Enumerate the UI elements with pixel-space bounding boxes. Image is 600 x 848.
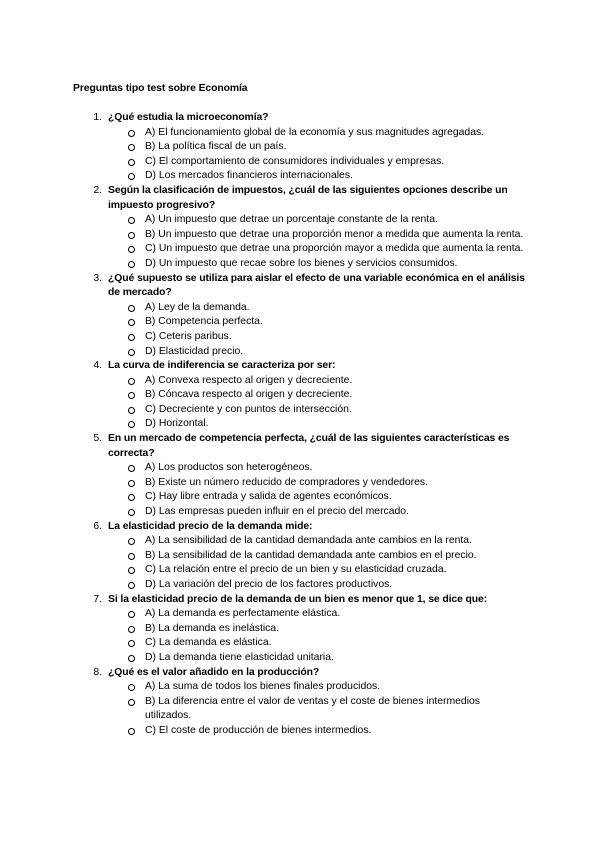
- option-text: A) La sensibilidad de la cantidad demandada ante cambios en la renta.: [145, 535, 472, 547]
- circle-bullet-icon: [128, 261, 135, 268]
- option-text: A) Ley de la demanda.: [145, 301, 250, 313]
- option-text: A) La demanda es perfectamente elástica.: [145, 608, 341, 620]
- option-text: C) El comportamiento de consumidores individuales y empresas.: [145, 155, 445, 167]
- question-text: ¿Qué estudia la microeconomía?: [108, 112, 269, 123]
- circle-bullet-icon: [128, 553, 135, 560]
- option-item: [0, 505, 600, 520]
- option-text: C) La demanda es elástica.: [145, 637, 272, 649]
- circle-bullet-icon: [128, 217, 135, 224]
- circle-bullet-icon: [128, 538, 135, 545]
- circle-bullet-icon: [128, 232, 135, 239]
- option-item: [0, 490, 600, 505]
- circle-bullet-icon: [128, 159, 135, 166]
- option-list: [0, 374, 600, 432]
- option-text: B) La sensibilidad de la cantidad demandada ante cambios en el precio.: [145, 549, 477, 561]
- circle-bullet-icon: [128, 349, 135, 356]
- question-1: [0, 111, 600, 184]
- option-item: [0, 155, 600, 170]
- option-item: [0, 417, 600, 432]
- option-text: C) Ceteris paribus.: [145, 330, 232, 342]
- option-text: B) Existe un número reducido de compradores y vendedores.: [145, 476, 429, 488]
- option-item: [0, 315, 600, 330]
- option-item: [0, 549, 600, 564]
- question-3: [0, 272, 600, 360]
- option-text: B) La demanda es inelástica.: [145, 622, 280, 634]
- option-item: [0, 724, 600, 739]
- option-text: C) La relación entre el precio de un bien y su elasticidad cruzada.: [145, 564, 447, 576]
- option-text: C) El coste de producción de bienes intermedios.: [145, 724, 372, 736]
- option-list: [0, 461, 600, 519]
- option-item: [0, 169, 600, 184]
- question-6: [0, 520, 600, 593]
- option-item: [0, 242, 600, 257]
- document-title: Preguntas tipo test sobre Economía: [73, 83, 248, 94]
- question-text: La elasticidad precio de la demanda mide:: [108, 520, 313, 532]
- circle-bullet-icon: [128, 684, 135, 691]
- option-item: [0, 563, 600, 578]
- question-8: [0, 666, 600, 739]
- option-text: C) Decreciente y con puntos de intersección.: [145, 403, 352, 415]
- option-item: [0, 636, 600, 651]
- question-text: ¿Qué supuesto se utiliza para aislar el efecto de una variable económica en el análisis de mercado?: [108, 272, 525, 299]
- option-text: B) La política fiscal de un país.: [145, 141, 287, 153]
- circle-bullet-icon: [128, 130, 135, 137]
- circle-bullet-icon: [128, 334, 135, 341]
- option-item: [0, 622, 600, 637]
- option-text: A) La suma de todos los bienes finales producidos.: [145, 681, 381, 693]
- circle-bullet-icon: [128, 465, 135, 472]
- question-number: 4.: [93, 360, 102, 372]
- option-text: D) La demanda tiene elasticidad unitaria.: [145, 651, 334, 663]
- option-text: C) Hay libre entrada y salida de agentes económicos.: [145, 491, 392, 503]
- question-number: 3.: [93, 272, 102, 284]
- option-item: [0, 126, 600, 141]
- option-item: [0, 213, 600, 228]
- question-number: 6.: [93, 520, 102, 532]
- option-item: [0, 330, 600, 345]
- circle-bullet-icon: [128, 611, 135, 618]
- circle-bullet-icon: [128, 567, 135, 574]
- option-item: [0, 695, 600, 724]
- option-text: D) La variación del precio de los factores productivos.: [145, 579, 393, 590]
- option-item: [0, 374, 600, 389]
- option-text: B) Competencia perfecta.: [145, 316, 263, 328]
- circle-bullet-icon: [128, 246, 135, 253]
- circle-bullet-icon: [128, 494, 135, 501]
- option-item: [0, 534, 600, 549]
- circle-bullet-icon: [128, 421, 135, 428]
- option-text: B) La diferencia entre el valor de ventas y el coste de bienes intermedios utilizados.: [145, 695, 480, 722]
- option-text: B) Cóncava respecto al origen y decreciente.: [145, 389, 353, 401]
- option-item: [0, 651, 600, 666]
- circle-bullet-icon: [128, 407, 135, 414]
- option-list: [0, 534, 600, 592]
- circle-bullet-icon: [128, 582, 135, 589]
- option-item: [0, 388, 600, 403]
- option-text: C) Un impuesto que detrae una proporción mayor a medida que aumenta la renta.: [145, 243, 524, 255]
- option-item: [0, 301, 600, 316]
- circle-bullet-icon: [128, 319, 135, 326]
- option-text: B) Un impuesto que detrae una proporción menor a medida que aumenta la renta.: [145, 228, 524, 240]
- circle-bullet-icon: [128, 655, 135, 662]
- option-item: [0, 403, 600, 418]
- question-text: La curva de indiferencia se caracteriza por ser:: [108, 360, 336, 372]
- question-number: 7.: [93, 593, 102, 605]
- circle-bullet-icon: [128, 640, 135, 647]
- question-text: Según la clasificación de impuestos, ¿cuál de las siguientes opciones describe un impuesto progresivo?: [108, 184, 508, 211]
- option-item: [0, 461, 600, 476]
- option-text: D) Horizontal.: [145, 418, 209, 430]
- option-item: [0, 476, 600, 491]
- option-list: [0, 126, 600, 184]
- question-text: ¿Qué es el valor añadido en la producción?: [108, 666, 320, 678]
- circle-bullet-icon: [128, 378, 135, 385]
- option-text: D) Los mercados financieros internacionales.: [145, 170, 353, 182]
- circle-bullet-icon: [128, 699, 135, 706]
- question-text: Si la elasticidad precio de la demanda de un bien es menor que 1, se dice que:: [108, 593, 488, 605]
- question-number: 8.: [93, 666, 102, 678]
- option-list: [0, 680, 600, 738]
- question-4: [0, 359, 600, 432]
- question-5: [0, 432, 600, 520]
- circle-bullet-icon: [128, 480, 135, 487]
- question-number: 5.: [93, 433, 102, 445]
- option-text: A) Un impuesto que detrae un porcentaje constante de la renta.: [145, 214, 438, 226]
- circle-bullet-icon: [128, 509, 135, 516]
- question-2: [0, 184, 600, 272]
- option-item: [0, 228, 600, 243]
- option-text: A) Convexa respecto al origen y decreciente.: [145, 374, 353, 386]
- option-item: [0, 680, 600, 695]
- option-text: D) Las empresas pueden influir en el precio del mercado.: [145, 506, 409, 518]
- circle-bullet-icon: [128, 144, 135, 151]
- option-text: A) Los productos son heterogéneos.: [145, 462, 313, 474]
- option-list: [0, 607, 600, 665]
- option-item: [0, 607, 600, 622]
- option-list: [0, 301, 600, 359]
- option-item: [0, 578, 600, 593]
- question-number: 2.: [93, 184, 102, 196]
- option-item: [0, 345, 600, 360]
- option-list: [0, 213, 600, 271]
- question-7: [0, 593, 600, 666]
- question-number: 1.: [93, 112, 102, 123]
- circle-bullet-icon: [128, 392, 135, 399]
- option-item: [0, 140, 600, 155]
- question-text: En un mercado de competencia perfecta, ¿cuál de las siguientes características es correcta?: [108, 433, 510, 459]
- option-item: [0, 257, 600, 272]
- circle-bullet-icon: [128, 728, 135, 735]
- option-text: D) Elasticidad precio.: [145, 345, 244, 357]
- question-list: [0, 111, 600, 739]
- circle-bullet-icon: [128, 305, 135, 312]
- option-text: D) Un impuesto que recae sobre los bienes y servicios consumidos.: [145, 257, 458, 269]
- circle-bullet-icon: [128, 173, 135, 180]
- option-text: A) El funcionamiento global de la economía y sus magnitudes agregadas.: [145, 126, 485, 138]
- circle-bullet-icon: [128, 626, 135, 633]
